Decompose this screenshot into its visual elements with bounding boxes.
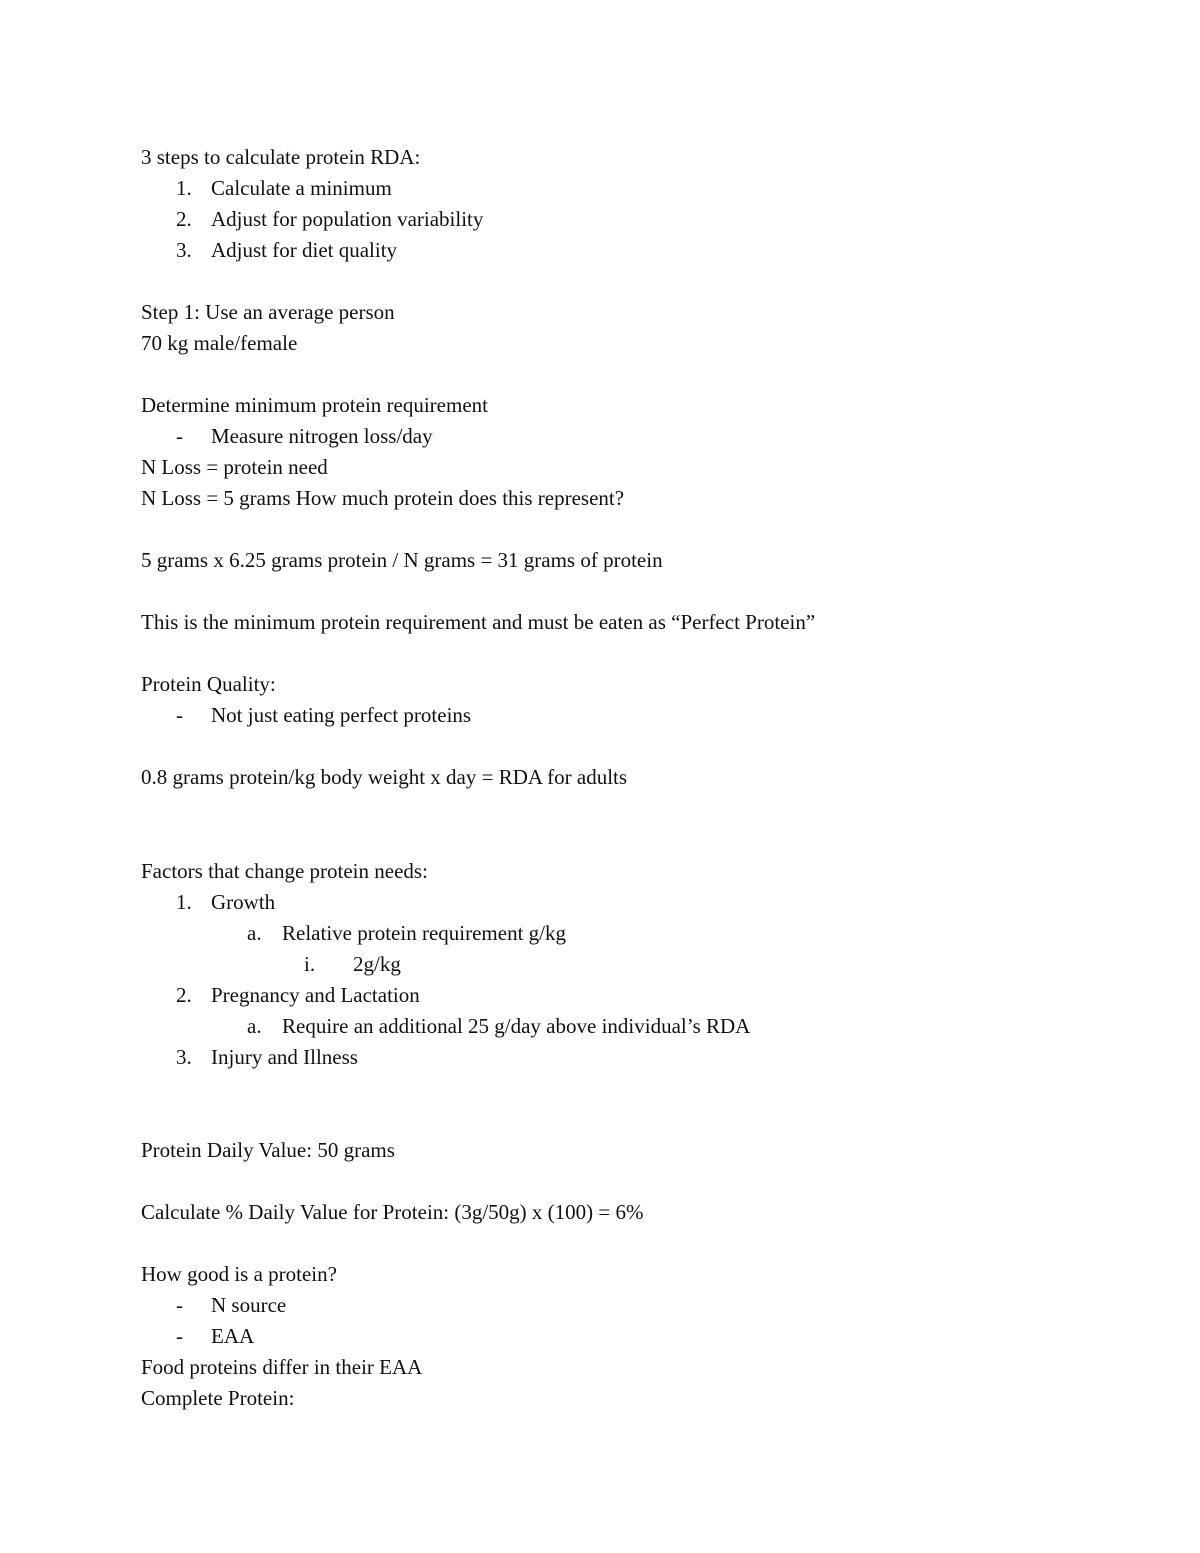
list-marker: 2.: [176, 983, 192, 1007]
sub-sub-list-marker: i.: [304, 952, 316, 976]
list-item: Adjust for diet quality: [211, 238, 398, 262]
paragraph-daily-value: Protein Daily Value: 50 grams: [141, 1138, 395, 1162]
bullet-marker: -: [176, 1293, 183, 1317]
paragraph-rda: 0.8 grams protein/kg body weight x day = RDA for adults: [141, 765, 628, 789]
list-marker: 1.: [176, 176, 192, 200]
quality-heading: Protein Quality:: [141, 672, 276, 696]
sub-list-item: Relative protein requirement g/kg: [282, 921, 566, 945]
paragraph-n-loss-2: N Loss = 5 grams How much protein does this represent?: [141, 486, 625, 510]
list-item: Not just eating perfect proteins: [211, 703, 472, 727]
paragraph-percent-dv: Calculate % Daily Value for Protein: (3g/50g) x (100) = 6%: [141, 1200, 644, 1224]
paragraph-perfect-protein: This is the minimum protein requirement and must be eaten as “Perfect Protein”: [141, 610, 816, 634]
list-item: Pregnancy and Lactation: [211, 983, 420, 1007]
bullet-marker: -: [176, 1324, 183, 1348]
list-item: Growth: [211, 890, 276, 914]
list-marker: 3.: [176, 238, 192, 262]
good-protein-heading: How good is a protein?: [141, 1262, 337, 1286]
sub-list-marker: a.: [247, 1014, 262, 1038]
list-marker: 2.: [176, 207, 192, 231]
list-marker: 3.: [176, 1045, 192, 1069]
sub-sub-list-item: 2g/kg: [353, 952, 401, 976]
paragraph-weight: 70 kg male/female: [141, 331, 298, 355]
list-item: Measure nitrogen loss/day: [211, 424, 433, 448]
list-item: N source: [211, 1293, 287, 1317]
sub-list-item: Require an additional 25 g/day above individual’s RDA: [282, 1014, 751, 1038]
minimum-heading: Determine minimum protein requirement: [141, 393, 488, 417]
paragraph-food-proteins: Food proteins differ in their EAA: [141, 1355, 423, 1379]
bullet-marker: -: [176, 424, 183, 448]
list-marker: 1.: [176, 890, 192, 914]
sub-list-marker: a.: [247, 921, 262, 945]
list-item: Adjust for population variability: [211, 207, 484, 231]
steps-heading: 3 steps to calculate protein RDA:: [141, 145, 421, 169]
paragraph-step1: Step 1: Use an average person: [141, 300, 395, 324]
factors-heading: Factors that change protein needs:: [141, 859, 428, 883]
bullet-marker: -: [176, 703, 183, 727]
paragraph-complete-protein: Complete Protein:: [141, 1386, 295, 1410]
list-item: EAA: [211, 1324, 255, 1348]
list-item: Calculate a minimum: [211, 176, 392, 200]
paragraph-n-loss-1: N Loss = protein need: [141, 455, 328, 479]
paragraph-calculation: 5 grams x 6.25 grams protein / N grams = 31 grams of protein: [141, 548, 663, 572]
list-item: Injury and Illness: [211, 1045, 358, 1069]
